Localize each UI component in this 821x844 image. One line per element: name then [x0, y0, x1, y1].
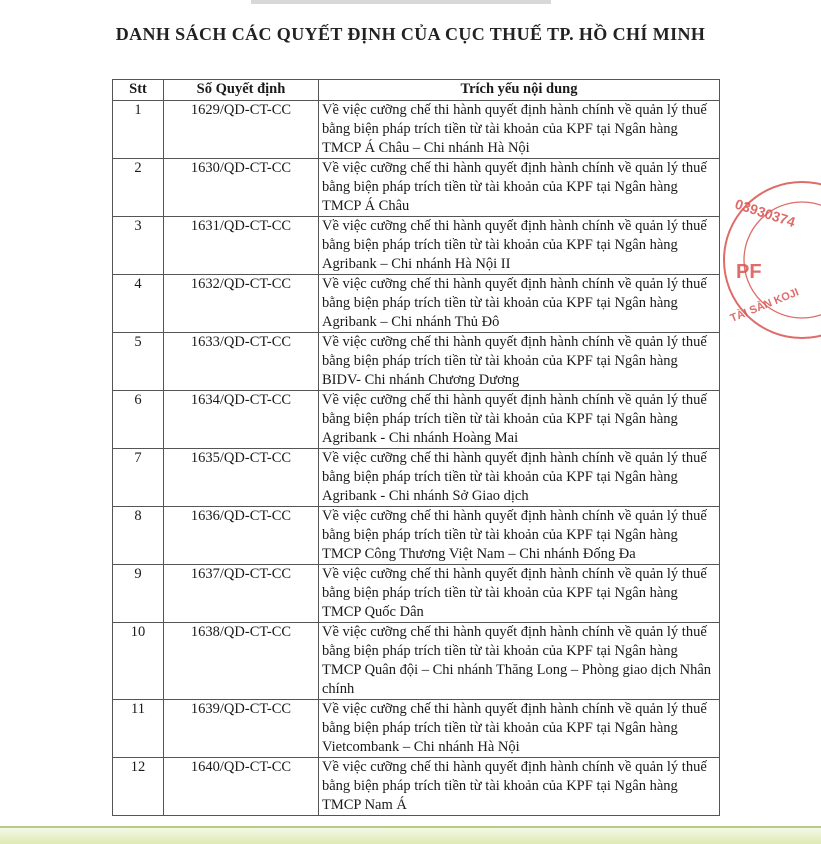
row-stt: 4 [113, 275, 164, 333]
row-summary: Về việc cưỡng chế thi hành quyết định hành chính về quản lý thuế bằng biện pháp trích tiền từ tài khoản của KPF tại Ngân hàng TMCP Á Châu – Chi nhánh Hà Nội [319, 101, 720, 159]
row-summary: Về việc cưỡng chế thi hành quyết định hành chính về quản lý thuế bằng biện pháp trích tiền từ tài khoản của KPF tại Ngân hàng BIDV- Chi nhánh Chương Dương [319, 333, 720, 391]
seal-number-text: 03930374 [733, 195, 798, 231]
table-row [113, 758, 720, 816]
row-stt: 9 [113, 565, 164, 623]
scan-top-edge [251, 0, 551, 4]
table-header-row [113, 80, 720, 101]
seal-mark-text: PF [736, 261, 762, 283]
row-summary: Về việc cưỡng chế thi hành quyết định hành chính về quản lý thuế bằng biện pháp trích tiền từ tài khoản của KPF tại Ngân hàng TMCP Quân đội – Chi nhánh Thăng Long – Phòng giao dịch Nhân chính [319, 623, 720, 700]
row-stt: 10 [113, 623, 164, 700]
table-row [113, 391, 720, 449]
row-summary: Về việc cưỡng chế thi hành quyết định hành chính về quản lý thuế bằng biện pháp trích tiền từ tài khoản của KPF tại Ngân hàng TMCP Công Thương Việt Nam – Chi nhánh Đống Đa [319, 507, 720, 565]
row-stt: 11 [113, 700, 164, 758]
document-title: DANH SÁCH CÁC QUYẾT ĐỊNH CỦA CỤC THUẾ TP. HỒ CHÍ MINH [115, 24, 706, 45]
row-decision-number: 1637/QD-CT-CC [164, 565, 319, 623]
seal-name-text: TÀI SẢN KOJI [728, 286, 801, 325]
row-stt: 6 [113, 391, 164, 449]
row-decision-number: 1640/QD-CT-CC [164, 758, 319, 816]
row-stt: 3 [113, 217, 164, 275]
row-stt: 8 [113, 507, 164, 565]
row-summary: Về việc cưỡng chế thi hành quyết định hành chính về quản lý thuế bằng biện pháp trích tiền từ tài khoản của KPF tại Ngân hàng Agribank – Chi nhánh Thủ Đô [319, 275, 720, 333]
row-stt: 5 [113, 333, 164, 391]
table-row [113, 333, 720, 391]
row-decision-number: 1639/QD-CT-CC [164, 700, 319, 758]
row-stt: 1 [113, 101, 164, 159]
table-row [113, 217, 720, 275]
table-row [113, 507, 720, 565]
decisions-table [112, 79, 720, 816]
row-summary: Về việc cưỡng chế thi hành quyết định hành chính về quản lý thuế bằng biện pháp trích tiền từ tài khoản của KPF tại Ngân hàng Agribank - Chi nhánh Sở Giao dịch [319, 449, 720, 507]
row-decision-number: 1631/QD-CT-CC [164, 217, 319, 275]
row-stt: 2 [113, 159, 164, 217]
table-row [113, 275, 720, 333]
row-stt: 12 [113, 758, 164, 816]
row-decision-number: 1635/QD-CT-CC [164, 449, 319, 507]
table-row [113, 565, 720, 623]
table-row [113, 101, 720, 159]
row-summary: Về việc cưỡng chế thi hành quyết định hành chính về quản lý thuế bằng biện pháp trích tiền từ tài khoản của KPF tại Ngân hàng TMCP Quốc Dân [319, 565, 720, 623]
row-stt: 7 [113, 449, 164, 507]
row-decision-number: 1630/QD-CT-CC [164, 159, 319, 217]
table-row [113, 700, 720, 758]
row-summary: Về việc cưỡng chế thi hành quyết định hành chính về quản lý thuế bằng biện pháp trích tiền từ tài khoản của KPF tại Ngân hàng Vietcombank – Chi nhánh Hà Nội [319, 700, 720, 758]
company-seal-stamp [722, 150, 821, 330]
row-summary: Về việc cưỡng chế thi hành quyết định hành chính về quản lý thuế bằng biện pháp trích tiền từ tài khoản của KPF tại Ngân hàng Agribank – Chi nhánh Hà Nội II [319, 217, 720, 275]
table-row [113, 159, 720, 217]
header-decision-number: Số Quyết định [164, 80, 319, 101]
row-decision-number: 1634/QD-CT-CC [164, 391, 319, 449]
row-summary: Về việc cưỡng chế thi hành quyết định hành chính về quản lý thuế bằng biện pháp trích tiền từ tài khoản của KPF tại Ngân hàng TMCP Á Châu [319, 159, 720, 217]
header-summary: Trích yếu nội dung [319, 80, 720, 101]
row-summary: Về việc cưỡng chế thi hành quyết định hành chính về quản lý thuế bằng biện pháp trích tiền từ tài khoản của KPF tại Ngân hàng Agribank - Chi nhánh Hoàng Mai [319, 391, 720, 449]
row-decision-number: 1638/QD-CT-CC [164, 623, 319, 700]
header-stt: Stt [113, 80, 164, 101]
scan-bottom-band [0, 828, 821, 844]
row-summary: Về việc cưỡng chế thi hành quyết định hành chính về quản lý thuế bằng biện pháp trích tiền từ tài khoản của KPF tại Ngân hàng TMCP Nam Á [319, 758, 720, 816]
table-row [113, 623, 720, 700]
row-decision-number: 1636/QD-CT-CC [164, 507, 319, 565]
row-decision-number: 1629/QD-CT-CC [164, 101, 319, 159]
row-decision-number: 1633/QD-CT-CC [164, 333, 319, 391]
row-decision-number: 1632/QD-CT-CC [164, 275, 319, 333]
table-row [113, 449, 720, 507]
